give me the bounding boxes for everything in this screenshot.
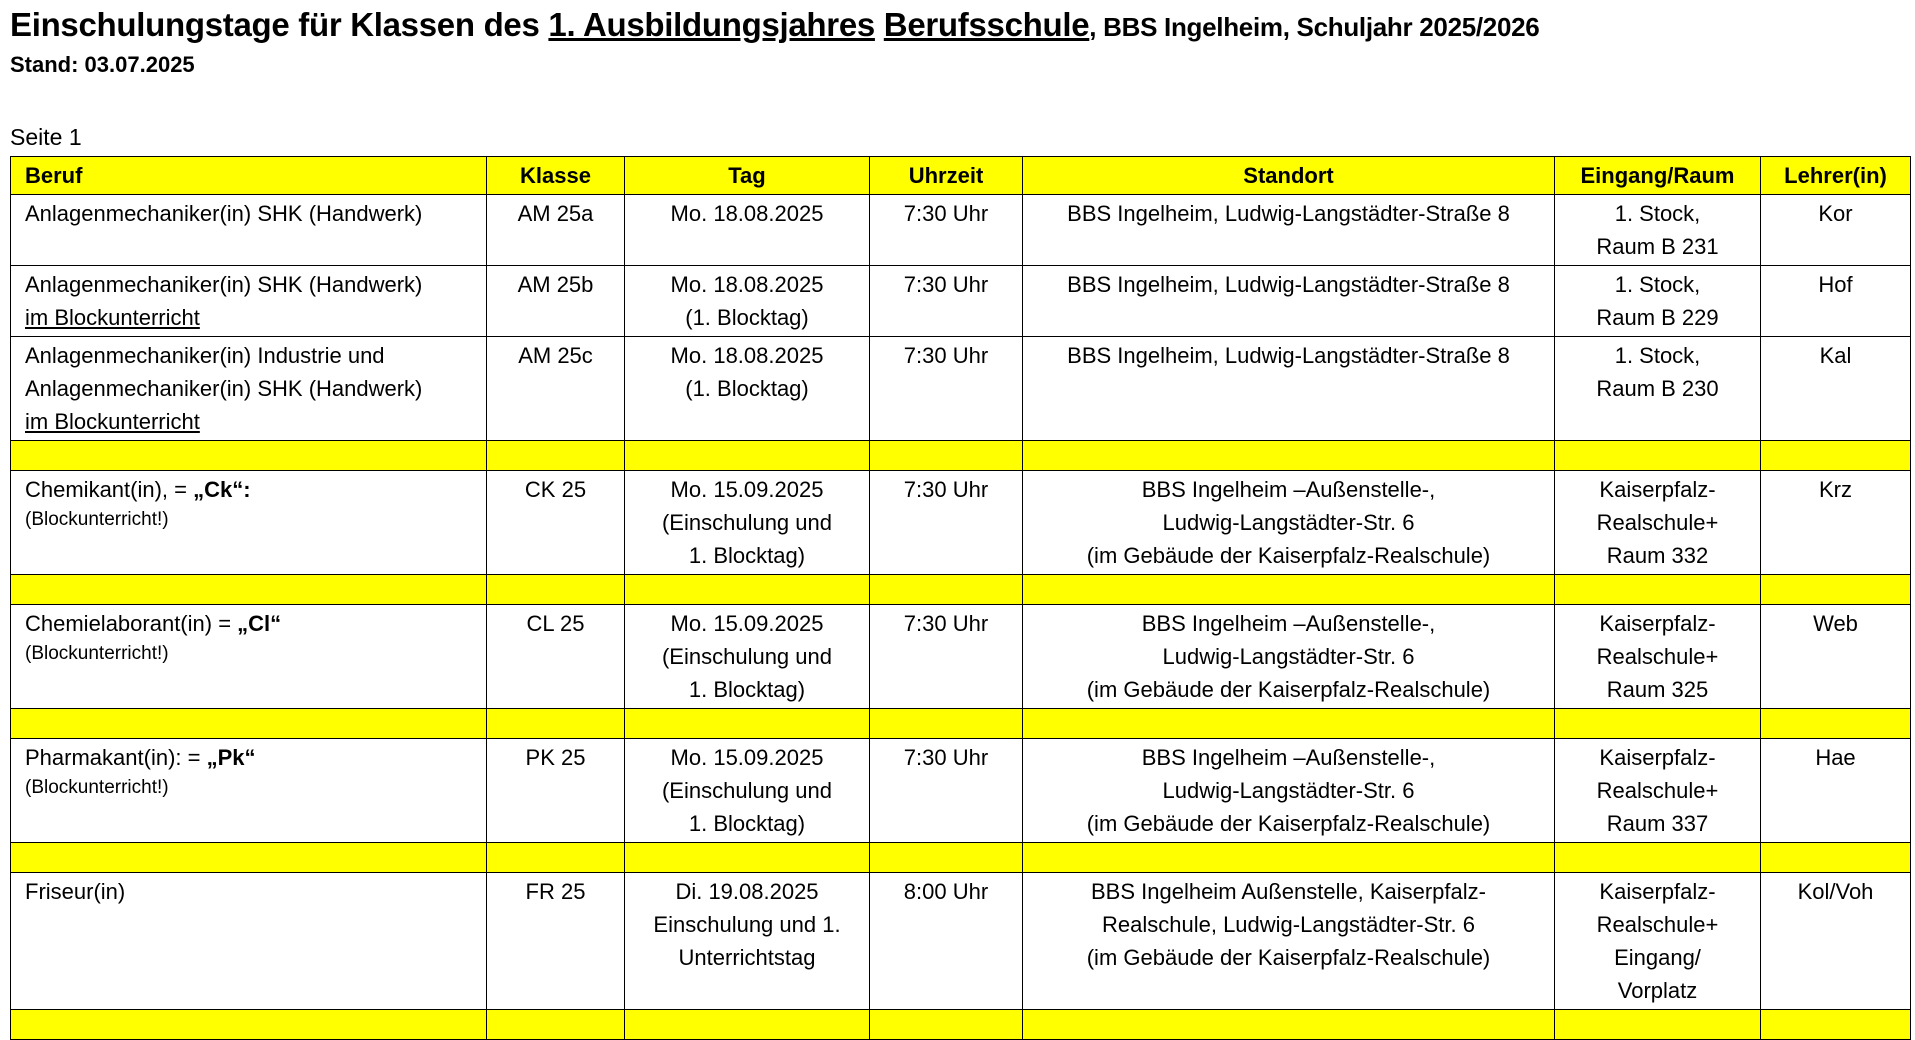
cell-line: Realschule+ — [1596, 510, 1719, 535]
cell-line: Di. 19.08.2025 — [675, 879, 819, 904]
separator-cell — [1555, 1010, 1761, 1040]
separator-row — [11, 843, 1911, 873]
separator-cell — [11, 709, 487, 739]
table-row — [11, 337, 1911, 441]
cell-tag — [625, 337, 870, 441]
cell-uhrzeit: 8:00 Uhr — [870, 873, 1023, 1010]
separator-cell — [870, 441, 1023, 471]
cell-standort — [1023, 739, 1555, 843]
separator-cell — [870, 709, 1023, 739]
separator-cell — [870, 575, 1023, 605]
cell-klasse: AM 25c — [487, 337, 625, 441]
separator-cell — [1555, 843, 1761, 873]
separator-cell — [625, 441, 870, 471]
cell-tag — [625, 873, 870, 1010]
column-header: Uhrzeit — [870, 157, 1023, 195]
cell-line: Raum B 229 — [1596, 305, 1719, 330]
cell-line: Ludwig-Langstädter-Str. 6 — [1162, 644, 1415, 669]
block-note: im Blockunterricht — [25, 409, 200, 434]
cell-line: Kaiserpfalz- — [1599, 611, 1716, 636]
beruf-name: Chemielaborant(in) = — [25, 611, 238, 636]
cell-standort — [1023, 471, 1555, 575]
beruf-name: Chemikant(in), = — [25, 477, 194, 502]
title-year: 1. Ausbildungsjahres — [548, 6, 875, 43]
cell-standort — [1023, 266, 1555, 337]
cell-line: (Einschulung und — [661, 778, 832, 803]
cell-line: Raum 332 — [1606, 543, 1709, 568]
cell-tag — [625, 471, 870, 575]
cell-line: Vorplatz — [1617, 978, 1698, 1003]
cell-line: Anlagenmechaniker(in) SHK (Handwerk) — [25, 272, 423, 297]
column-header: Lehrer(in) — [1761, 157, 1911, 195]
cell-line: Mo. 18.08.2025 — [670, 201, 824, 226]
separator-cell — [1555, 575, 1761, 605]
separator-cell — [625, 575, 870, 605]
cell-line: BBS Ingelheim, Ludwig-Langstädter-Straße 8 — [1067, 272, 1510, 297]
separator-cell — [625, 843, 870, 873]
cell-line: (im Gebäude der Kaiserpfalz-Realschule) — [1086, 543, 1491, 568]
column-header: Klasse — [487, 157, 625, 195]
separator-cell — [1023, 441, 1555, 471]
block-note: (Blockunterricht!) — [25, 777, 169, 798]
cell-line: BBS Ingelheim Außenstelle, Kaiserpfalz- — [1091, 879, 1486, 904]
separator-cell — [11, 1010, 487, 1040]
cell-line: BBS Ingelheim, Ludwig-Langstädter-Straße 8 — [1067, 343, 1510, 368]
separator-cell — [1761, 709, 1911, 739]
cell-line: Kaiserpfalz- — [1599, 879, 1716, 904]
separator-cell — [870, 1010, 1023, 1040]
cell-line: Realschule+ — [1596, 644, 1719, 669]
title-text: Einschulungstage für Klassen des — [10, 6, 549, 43]
cell-uhrzeit: 7:30 Uhr — [870, 605, 1023, 709]
cell-tag — [625, 266, 870, 337]
cell-line: (Einschulung und — [661, 644, 832, 669]
table-row — [11, 266, 1911, 337]
cell-beruf — [11, 195, 487, 266]
cell-line: Mo. 15.09.2025 — [670, 611, 824, 636]
cell-line: Realschule+ — [1596, 912, 1719, 937]
block-note: im Blockunterricht — [25, 305, 200, 330]
cell-beruf — [11, 337, 487, 441]
cell-klasse: PK 25 — [487, 739, 625, 843]
column-header: Tag — [625, 157, 870, 195]
cell-tag — [625, 739, 870, 843]
cell-line: BBS Ingelheim –Außenstelle-, — [1141, 745, 1436, 770]
cell-line: 1. Stock, — [1614, 201, 1701, 226]
separator-cell — [487, 843, 625, 873]
separator-cell — [487, 575, 625, 605]
title-school-info: , BBS Ingelheim, Schuljahr 2025/2026 — [1089, 12, 1540, 42]
cell-line: 1. Blocktag) — [688, 677, 806, 702]
separator-cell — [11, 843, 487, 873]
cell-line: Eingang/ — [1614, 945, 1701, 970]
separator-cell — [1023, 709, 1555, 739]
separator-cell — [11, 441, 487, 471]
cell-line: BBS Ingelheim –Außenstelle-, — [1141, 477, 1436, 502]
table-row — [11, 605, 1911, 709]
cell-line: Unterrichtstag — [678, 945, 816, 970]
cell-raum — [1555, 195, 1761, 266]
cell-uhrzeit: 7:30 Uhr — [870, 266, 1023, 337]
cell-klasse: CL 25 — [487, 605, 625, 709]
cell-line: Raum B 230 — [1596, 376, 1719, 401]
cell-uhrzeit: 7:30 Uhr — [870, 471, 1023, 575]
stand-date: Stand: 03.07.2025 — [10, 52, 195, 77]
cell-lehrer: Hof — [1761, 266, 1911, 337]
cell-line: Kaiserpfalz- — [1599, 745, 1716, 770]
cell-klasse: AM 25b — [487, 266, 625, 337]
cell-line: Kaiserpfalz- — [1599, 477, 1716, 502]
cell-line: Realschule+ — [1596, 778, 1719, 803]
beruf-line — [25, 741, 480, 774]
cell-standort — [1023, 605, 1555, 709]
separator-row — [11, 441, 1911, 471]
separator-cell — [1761, 575, 1911, 605]
separator-cell — [11, 575, 487, 605]
cell-lehrer: Krz — [1761, 471, 1911, 575]
cell-line: Raum 325 — [1606, 677, 1709, 702]
cell-standort — [1023, 337, 1555, 441]
cell-lehrer: Web — [1761, 605, 1911, 709]
separator-cell — [1761, 843, 1911, 873]
cell-uhrzeit: 7:30 Uhr — [870, 195, 1023, 266]
cell-lehrer: Kor — [1761, 195, 1911, 266]
beruf-name: Pharmakant(in): = — [25, 745, 207, 770]
cell-lehrer: Kal — [1761, 337, 1911, 441]
cell-line: Ludwig-Langstädter-Str. 6 — [1162, 510, 1415, 535]
table-body — [11, 195, 1911, 1040]
cell-beruf — [11, 266, 487, 337]
cell-line: Anlagenmechaniker(in) SHK (Handwerk) — [25, 376, 423, 401]
schedule-table — [10, 156, 1911, 1040]
beruf-code: „Cl“ — [237, 611, 282, 636]
cell-beruf — [11, 471, 487, 575]
separator-cell — [487, 441, 625, 471]
cell-line: 1. Blocktag) — [688, 811, 806, 836]
cell-line: 1. Stock, — [1614, 272, 1701, 297]
cell-raum — [1555, 739, 1761, 843]
beruf-line — [25, 607, 480, 640]
block-note: (Blockunterricht!) — [25, 509, 169, 530]
table-row — [11, 195, 1911, 266]
separator-cell — [870, 843, 1023, 873]
page-number: Seite 1 — [10, 124, 82, 150]
cell-beruf — [11, 739, 487, 843]
cell-line: (im Gebäude der Kaiserpfalz-Realschule) — [1086, 945, 1491, 970]
cell-lehrer: Hae — [1761, 739, 1911, 843]
cell-line: 1. Stock, — [1614, 343, 1701, 368]
cell-raum — [1555, 605, 1761, 709]
cell-klasse: AM 25a — [487, 195, 625, 266]
cell-line: BBS Ingelheim, Ludwig-Langstädter-Straße 8 — [1067, 201, 1510, 226]
cell-line: Mo. 15.09.2025 — [670, 477, 824, 502]
table-row — [11, 739, 1911, 843]
cell-line: Anlagenmechaniker(in) SHK (Handwerk) — [25, 201, 423, 226]
cell-line: (im Gebäude der Kaiserpfalz-Realschule) — [1086, 811, 1491, 836]
beruf-code: „Ck“: — [193, 477, 251, 502]
cell-standort — [1023, 873, 1555, 1010]
separator-cell — [625, 1010, 870, 1040]
cell-line: Raum B 231 — [1596, 234, 1719, 259]
cell-line: Einschulung und 1. — [653, 912, 841, 937]
separator-cell — [487, 1010, 625, 1040]
cell-uhrzeit: 7:30 Uhr — [870, 739, 1023, 843]
cell-klasse: FR 25 — [487, 873, 625, 1010]
cell-raum — [1555, 873, 1761, 1010]
cell-klasse: CK 25 — [487, 471, 625, 575]
cell-raum — [1555, 266, 1761, 337]
cell-line: Realschule, Ludwig-Langstädter-Str. 6 — [1102, 912, 1475, 937]
column-header: Eingang/Raum — [1555, 157, 1761, 195]
cell-line: (im Gebäude der Kaiserpfalz-Realschule) — [1086, 677, 1491, 702]
cell-line: BBS Ingelheim –Außenstelle-, — [1141, 611, 1436, 636]
cell-raum — [1555, 471, 1761, 575]
separator-cell — [625, 709, 870, 739]
cell-line: Anlagenmechaniker(in) Industrie und — [25, 343, 385, 368]
cell-line: Mo. 18.08.2025 — [670, 272, 824, 297]
separator-cell — [487, 709, 625, 739]
beruf-code: „Pk“ — [206, 745, 256, 770]
column-header: Beruf — [11, 157, 487, 195]
cell-line: Friseur(in) — [25, 879, 126, 904]
cell-standort — [1023, 195, 1555, 266]
separator-cell — [1023, 575, 1555, 605]
page-title — [10, 6, 1539, 44]
cell-beruf — [11, 605, 487, 709]
cell-raum — [1555, 337, 1761, 441]
cell-line: (Einschulung und — [661, 510, 832, 535]
beruf-line — [25, 473, 480, 506]
cell-line: (1. Blocktag) — [685, 376, 809, 401]
column-header: Standort — [1023, 157, 1555, 195]
cell-uhrzeit: 7:30 Uhr — [870, 337, 1023, 441]
separator-cell — [1761, 1010, 1911, 1040]
separator-row — [11, 575, 1911, 605]
cell-line: Ludwig-Langstädter-Str. 6 — [1162, 778, 1415, 803]
header-row — [11, 157, 1911, 195]
cell-lehrer: Kol/Voh — [1761, 873, 1911, 1010]
cell-line: Mo. 15.09.2025 — [670, 745, 824, 770]
title-school-type: Berufsschule — [883, 6, 1090, 43]
table-row — [11, 471, 1911, 575]
separator-cell — [1555, 709, 1761, 739]
cell-tag — [625, 195, 870, 266]
separator-cell — [1023, 843, 1555, 873]
separator-row — [11, 1010, 1911, 1040]
cell-line: Mo. 18.08.2025 — [670, 343, 824, 368]
separator-cell — [1761, 441, 1911, 471]
cell-line: Raum 337 — [1606, 811, 1709, 836]
cell-line: (1. Blocktag) — [685, 305, 809, 330]
cell-line: 1. Blocktag) — [688, 543, 806, 568]
cell-tag — [625, 605, 870, 709]
separator-cell — [1023, 1010, 1555, 1040]
separator-cell — [1555, 441, 1761, 471]
separator-row — [11, 709, 1911, 739]
cell-beruf — [11, 873, 487, 1010]
table-row — [11, 873, 1911, 1010]
block-note: (Blockunterricht!) — [25, 643, 169, 664]
